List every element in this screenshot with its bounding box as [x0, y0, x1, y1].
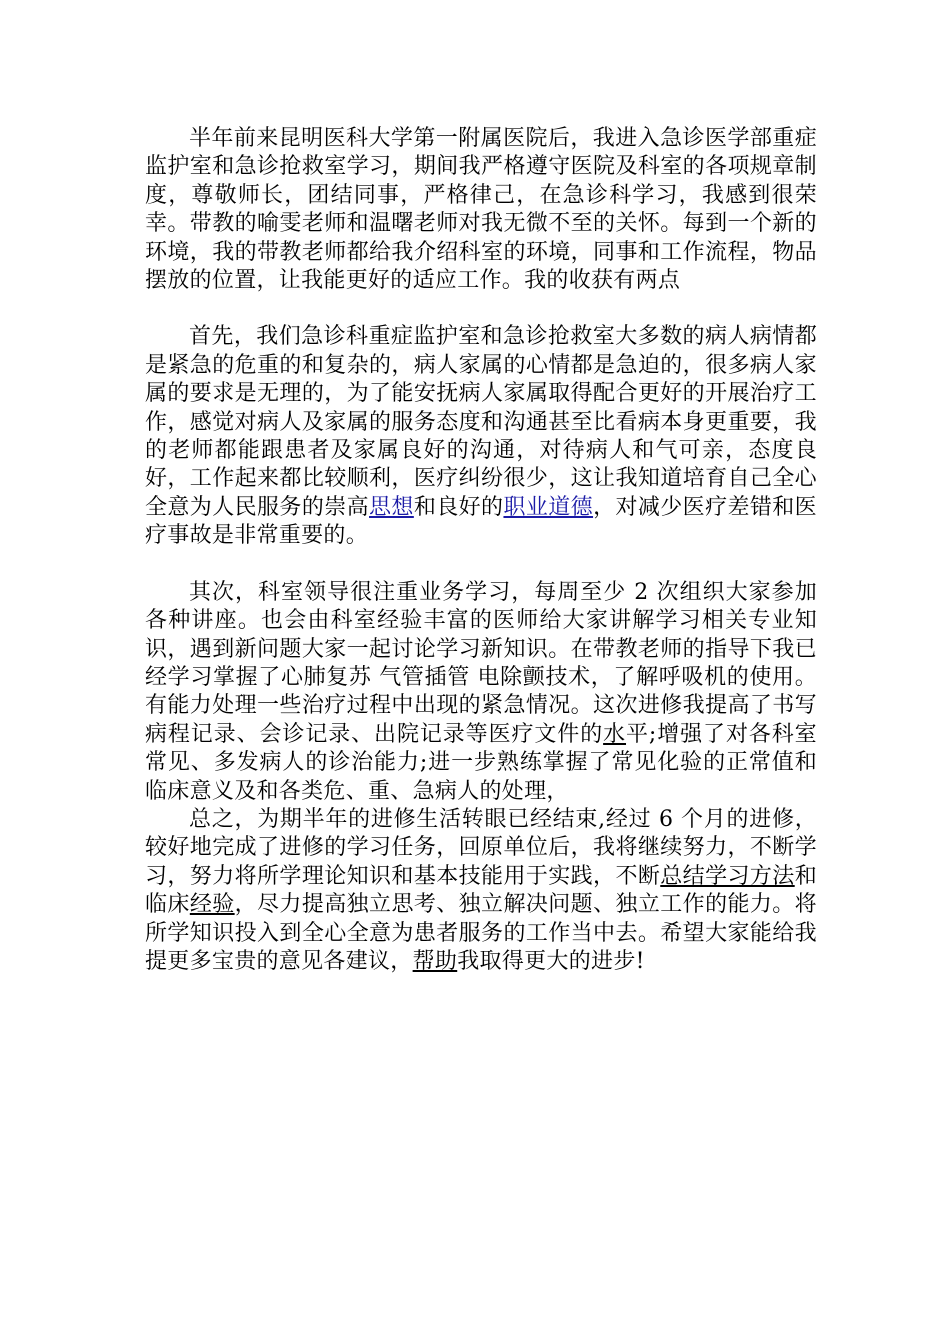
link-zhiye-daode[interactable]: 职业道德	[503, 494, 594, 520]
paragraph-text: ，对减少医疗差错和医疗事故是非常重要的。	[145, 494, 817, 549]
document-body	[145, 125, 817, 976]
link-jingyan[interactable]: 经验	[189, 892, 235, 918]
paragraph-text: 和临床	[145, 863, 817, 918]
paragraph-spacer	[145, 295, 817, 323]
paragraph-text: 总之，为期半年的进修生活转眼已经结束,经过 6 个月的进修，较好地完成了进修的学习任务，回原单位后，我将继续努力，不断学习，努力将所学理论知识和基本技能用于实践，不断	[145, 806, 817, 889]
link-sixiang[interactable]: 思想	[369, 494, 414, 520]
paragraph-spacer	[145, 551, 817, 579]
paragraph-text: ，尽力提高独立思考、独立解决问题、独立工作的能力。将所学知识投入到全心全意为患者服务的工作当中去。希望大家能给我提更多宝贵的意见各建议，	[145, 892, 817, 974]
paragraph-text: 我取得更大的进步!	[457, 948, 645, 974]
paragraph-first-point	[145, 323, 817, 550]
link-bangzhu[interactable]: 帮助	[412, 948, 458, 974]
paragraph-second-point	[145, 579, 817, 806]
paragraph-text: 平;增强了对各科室常见、多发病人的诊治能力;进一步熟练掌握了常见化验的正常值和临床意义及和各类危、重、急病人的处理，	[145, 721, 817, 804]
paragraph-intro	[145, 125, 817, 295]
paragraph-text: 和良好的	[413, 494, 504, 520]
paragraph-text: 其次，科室领导很注重业务学习，每周至少 2 次组织大家参加各种讲座。也会由科室经验丰富的医师给大家讲解学习相关专业知识，遇到新问题大家一起讨论学习新知识。在带教老师的指导下我已经学习掌握了心肺复苏 气管插管 电除颤技术，了解呼吸机的使用。有能力处理一些治疗过程中出现的紧急情况。这次进修我提高了书写病程记录、会诊记录、出院记录等医疗文件的	[145, 579, 817, 747]
paragraph-intro-text: 半年前来昆明医科大学第一附属医院后，我进入急诊医学部重症监护室和急诊抢救室学习，期间我严格遵守医院及科室的各项规章制度，尊敬师长，团结同事，严格律己，在急诊科学习，我感到很荣幸。带教的喻雯老师和温曙老师对我无微不至的关怀。每到一个新的环境，我的带教老师都给我介绍科室的环境，同事和工作流程，物品摆放的位置，让我能更好的适应工作。我的收获有两点	[145, 126, 817, 294]
link-shui[interactable]: 水	[603, 721, 627, 747]
paragraph-conclusion	[145, 806, 817, 976]
link-zongjie-xuexi-fangfa[interactable]: 总结学习方法	[660, 863, 795, 889]
paragraph-text: 首先，我们急诊科重症监护室和急诊抢救室大多数的病人病情都是紧急的危重的和复杂的，病人家属的心情都是急迫的，很多病人家属的要求是无理的，为了能安抚病人家属取得配合更好的开展治疗工作，感觉对病人及家属的服务态度和沟通甚至比看病本身更重要，我的老师都能跟患者及家属良好的沟通，对待病人和气可亲，态度良好，工作起来都比较顺利，医疗纠纷很少，这让我知道培育自己全心全意为人民服务的崇高	[145, 324, 817, 520]
